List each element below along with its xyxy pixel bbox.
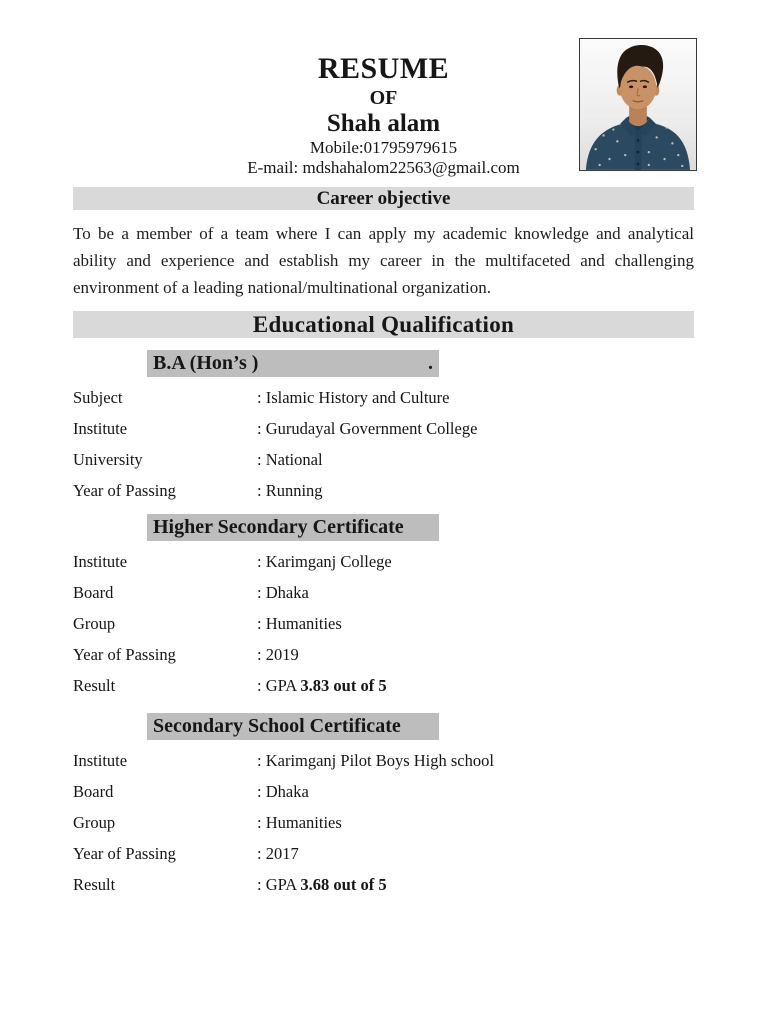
detail-row [73, 776, 694, 807]
row-label: Institute [73, 419, 128, 438]
ba-details [73, 382, 694, 506]
row-label: Group [73, 813, 116, 832]
resume-of: OF [369, 87, 398, 109]
row-value: : 2019 [257, 645, 299, 664]
row-label: Result [73, 676, 116, 695]
applicant-name: Shah alam [326, 110, 441, 137]
row-value: : National [257, 450, 323, 469]
row-value: : Islamic History and Culture [257, 388, 450, 407]
resume-header [73, 0, 694, 178]
row-label: Year of Passing [73, 844, 176, 863]
resume-title: RESUME [317, 52, 450, 85]
detail-row [73, 745, 694, 776]
detail-row [73, 475, 694, 506]
detail-row [73, 608, 694, 639]
detail-row [73, 577, 694, 608]
degree-title: B.A (Hon’s ) [153, 352, 259, 374]
degree-heading-ba [147, 350, 439, 377]
row-value: : Humanities [257, 614, 342, 633]
row-label: Result [73, 875, 116, 894]
degree-title-suffix: . [428, 352, 433, 374]
row-value: : Karimganj College [257, 552, 392, 571]
detail-row [73, 639, 694, 670]
row-label: Year of Passing [73, 481, 176, 500]
detail-row-result [73, 869, 694, 900]
resume-content [73, 0, 694, 900]
mobile-number: Mobile:01795979615 [309, 138, 458, 157]
row-value: : Dhaka [257, 782, 309, 801]
row-label: Institute [73, 552, 128, 571]
gpa-value: 3.68 out of 5 [300, 875, 387, 894]
row-value: : Karimganj Pilot Boys High school [257, 751, 494, 770]
row-label: Board [73, 583, 114, 602]
row-label: Institute [73, 751, 128, 770]
detail-row [73, 546, 694, 577]
row-value: : Running [257, 481, 323, 500]
career-objective-text: To be a member of a team where I can apply my academic knowledge and analytical ability and experience and establish my career in the multifaceted and challenging environment of a leading national/multinational organization. [73, 224, 694, 297]
detail-row [73, 444, 694, 475]
degree-heading-ssc [147, 713, 439, 740]
degree-title: Secondary School Certificate [153, 715, 401, 737]
career-objective-heading: Career objective [73, 187, 694, 210]
education-heading: Educational Qualification [73, 311, 694, 338]
hsc-details [73, 546, 694, 701]
detail-row [73, 382, 694, 413]
degree-heading-hsc [147, 514, 439, 541]
row-label: Subject [73, 388, 123, 407]
detail-row [73, 838, 694, 869]
detail-row [73, 413, 694, 444]
email-address: E-mail: mdshahalom22563@gmail.com [247, 158, 520, 177]
gpa-value: 3.83 out of 5 [300, 676, 387, 695]
row-value: : GPA 3.68 out of 5 [257, 875, 387, 894]
row-value: : GPA 3.83 out of 5 [257, 676, 387, 695]
row-label: Board [73, 782, 114, 801]
row-value: : Humanities [257, 813, 342, 832]
detail-row-result [73, 670, 694, 701]
degree-title: Higher Secondary Certificate [153, 516, 404, 538]
ssc-details [73, 745, 694, 900]
row-label: Year of Passing [73, 645, 176, 664]
row-value: : Dhaka [257, 583, 309, 602]
row-label: Group [73, 614, 116, 633]
detail-row [73, 807, 694, 838]
row-value: : 2017 [257, 844, 299, 863]
row-label: University [73, 450, 143, 469]
row-value: : Gurudayal Government College [257, 419, 478, 438]
